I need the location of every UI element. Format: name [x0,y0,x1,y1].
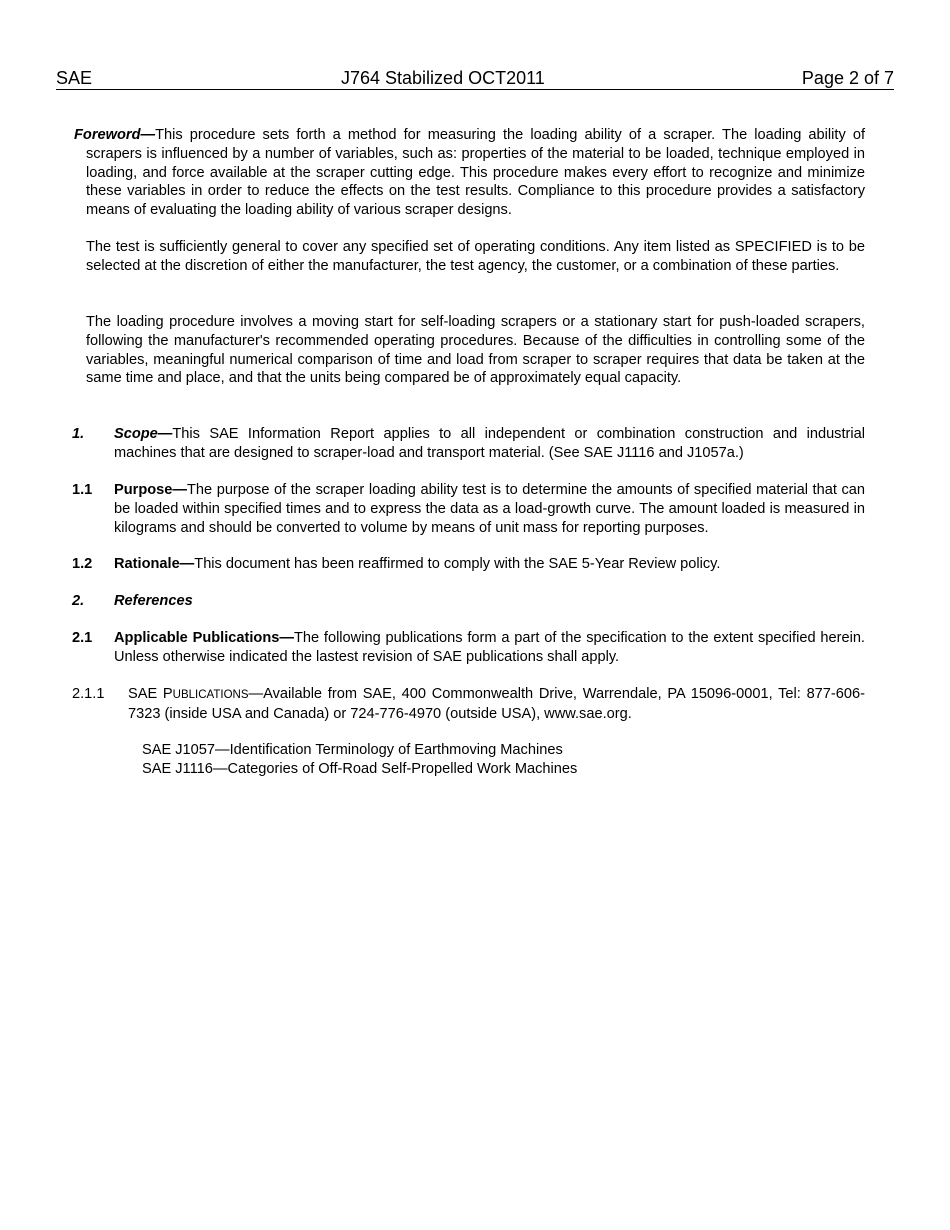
section-purpose [72,481,865,537]
section-references [72,592,865,611]
section-heading: Purpose— [114,482,187,498]
reference-list [142,741,842,779]
section-number: 2.1.1 [72,686,105,702]
section-text: This SAE Information Report applies to all independent or combination construction and industrial machines that are designed to scraper-load and transport material. (See SAE J1116 and J1057a.) [114,426,865,461]
section-sae-publications [72,685,865,724]
foreword [74,126,865,220]
foreword-text: This procedure sets forth a method for measuring the loading ability of a scraper. The loading ability of scrapers is influenced by a number of variables, such as: properties of the material to be loaded, technique employed in loading, and force available at the scraper cutting edge. This procedure makes every effort to recognize and minimize these variables in order to reduce the effects on the test results. Compliance to this procedure provides a satisfactory means of evaluating the loading ability of various scraper designs. [86,127,865,219]
paragraph-test-scope: The test is sufficiently general to cover any specified set of operating conditions. Any item listed as SPECIFIED is to be selected at the discretion of either the manufacturer, the test agency, the customer, or a combination of these parties. [86,239,865,274]
section-applicable-publications [72,629,865,667]
header-org: SAE [56,68,93,88]
section-heading: SAE P [128,686,173,702]
paragraph-loading-procedure: The loading procedure involves a moving start for self-loading scrapers or a stationary start for push-loaded scrapers, following the manufacturer's recommended operating procedures. Because of the difficulties in controlling some of the variables, meaningful numerical comparison of time and load from scraper to scraper requires that data be taken at the same time and place, and that the units being compared be of approximately equal capacity. [86,314,865,387]
section-heading: References [114,593,193,609]
reference-item: SAE J1057—Identification Terminology of Earthmoving Machines [142,742,563,758]
section-heading: Rationale— [114,556,195,572]
section-text: The purpose of the scraper loading ability test is to determine the amounts of specified material that can be loaded within specified times and to express the data as a load-growth curve. The amount loaded is measured in kilograms and should be converted to volume by means of unit mass for reporting purposes. [114,482,865,536]
section-text: This document has been reaffirmed to comply with the SAE 5-Year Review policy. [194,556,721,572]
header-doc-id: J764 Stabilized OCT2011 [341,68,545,88]
section-heading: Scope— [114,426,173,442]
header-page-number: Page 2 of 7 [801,68,894,88]
section-text: The following publications form a part of the specification to the extent specified herein. Unless otherwise indicated the lastest revision of SAE publications shall apply. [114,630,865,665]
section-number: 2.1 [72,630,93,646]
section-number: 1.1 [72,482,93,498]
section-text: —Available from SAE, 400 Commonwealth Drive, Warrendale, PA 15096-0001, Tel: 877-606-7323 (inside USA and Canada) or 724-776-4970 (outside USA), www.sae.org. [128,686,865,722]
reference-item: SAE J1116—Categories of Off-Road Self-Propelled Work Machines [142,760,578,777]
page-header [56,68,894,90]
section-number: 2. [72,593,85,609]
section-heading: Applicable Publications— [114,630,294,646]
section-number: 1.2 [72,556,93,572]
section-heading-smallcaps: UBLICATIONS [172,689,249,701]
foreword-label: Foreword— [74,127,156,143]
section-rationale [72,555,865,574]
section-scope [72,425,865,463]
section-number: 1. [72,426,85,442]
